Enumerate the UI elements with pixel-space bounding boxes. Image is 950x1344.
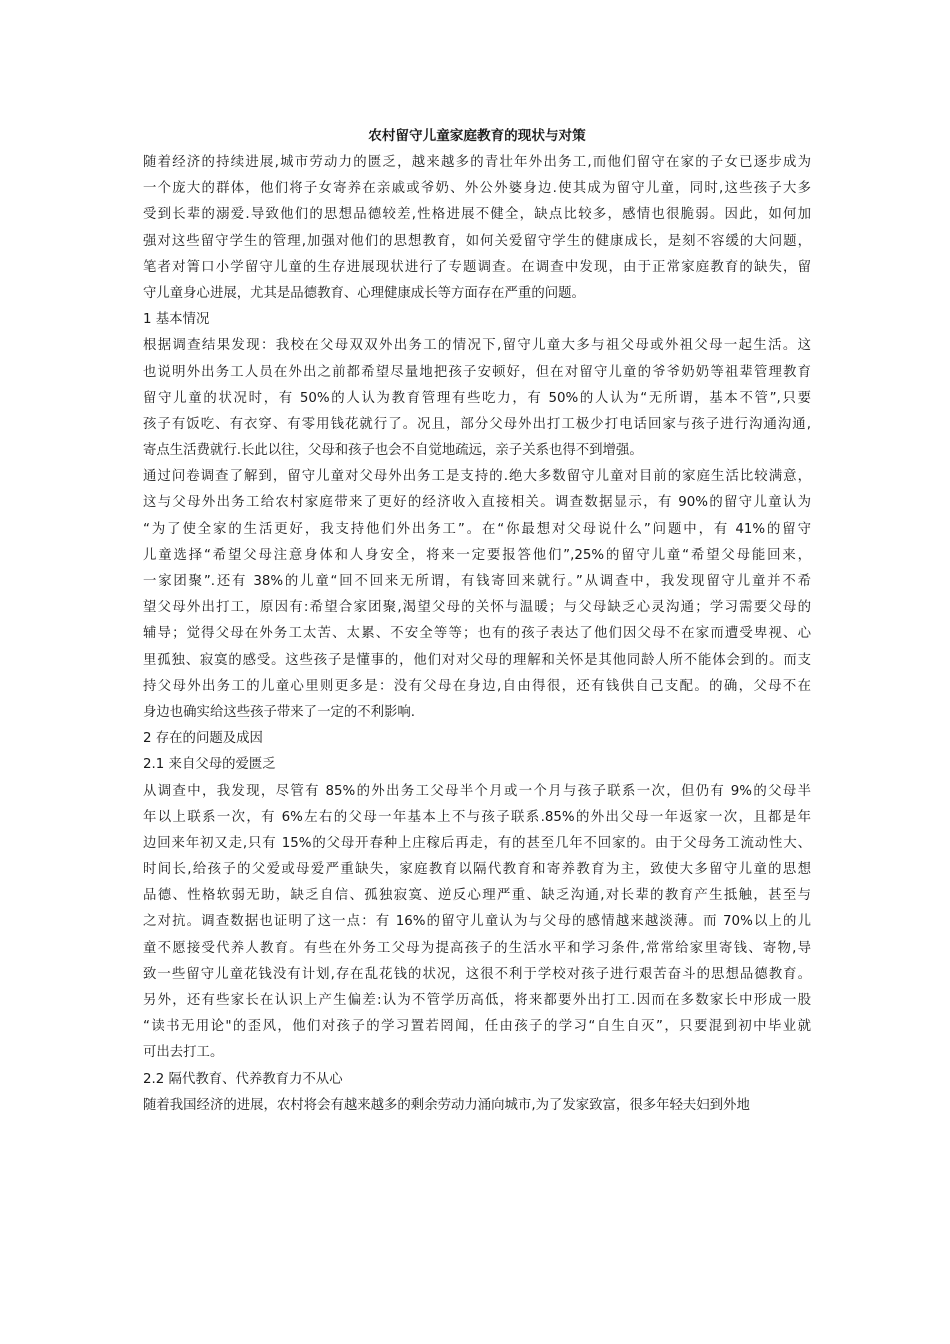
paragraph-line: 守儿童身心进展，尤其是品德教育、心理健康成长等方面存在严重的问题。 (143, 285, 585, 301)
section-heading: 1 基本情况 (143, 312, 210, 328)
paragraph-line: 随着经济的持续进展,城市劳动力的匮乏，越来越多的青壮年外出务工,而他们留守在家的子女已逐步成为 (143, 155, 811, 170)
paragraph-line: 儿童选择“希望父母注意身体和人身安全，将来一定要报答他们”,25%的留守儿童“希望父母能回来， (143, 547, 811, 563)
paragraph-line: 笔者对箐口小学留守儿童的生存进展现状进行了专题调查。在调查中发现，由于正常家庭教育的缺失，留 (143, 259, 811, 275)
paragraph (143, 779, 811, 1067)
paragraph-line: 可出去打工。 (143, 1045, 224, 1061)
paragraph-line: “为了使全家的生活更好，我支持他们外出务工”。在“你最想对父母说什么”问题中，有 41%的留守 (143, 521, 811, 537)
paragraph-line: 望父母外出打工，原因有:希望合家团聚,渴望父母的关怀与温暖；与父母缺乏心灵沟通；学习需要父母的 (143, 600, 811, 616)
paragraph-line: 从调查中，我发现，尽管有 85%的外出务工父母半个月或一个月与孩子联系一次，但仍有 9%的父母半 (143, 783, 811, 799)
paragraph-line: 持父母外出务工的儿童心里则更多是：没有父母在身边,自由得很，还有钱供自己支配。的确，父母不在 (143, 678, 811, 694)
paragraph-line: 年以上联系一次，有 6%左右的父母一年基本上不与孩子联系.85%的外出父母一年返家一次，且都是年 (143, 809, 811, 825)
paragraph-line: 一家团聚”.还有 38%的儿童“回不回来无所谓，有钱寄回来就行。”从调查中，我发现留守儿童并不希 (143, 574, 811, 589)
paragraph-line: 也说明外出务工人员在外出之前都希望尽量地把孩子安顿好，但在对留守儿童的爷爷奶奶等祖辈管理教育 (143, 364, 811, 380)
paragraph-line: 辅导；觉得父母在外务工太苦、太累、不安全等等；也有的孩子表达了他们因父母不在家而遭受卑视、心 (143, 626, 811, 642)
section-heading: 2 存在的问题及成因 (143, 731, 263, 747)
paragraph-line: 一个庞大的群体，他们将子女寄养在亲戚或爷奶、外公外婆身边.使其成为留守儿童，同时,这些孩子大多 (143, 181, 811, 197)
paragraph-line: 孩子有饭吃、有衣穿、有零用钱花就行了。况且，部分父母外出打工极少打电话回家与孩子进行沟通沟通, (143, 416, 811, 432)
paragraph-line: 这与父母外出务工给农村家庭带来了更好的经济收入直接相关。调查数据显示，有 90%的留守儿童认为 (143, 495, 811, 511)
paragraph-line: 童不愿接受代养人教育。有些在外务工父母为提高孩子的生活水平和学习条件,常常给家里寄钱、寄物,导 (143, 940, 811, 956)
paragraph-line: 另外，还有些家长在认识上产生偏差:认为不管学历高低，将来都要外出打工.因而在多数家长中形成一股 (143, 993, 811, 1008)
document-title: 农村留守儿童家庭教育的现状与对策 (368, 128, 586, 144)
paragraph-line: 留守儿童的状况时，有 50%的人认为教育管理有些吃力，有 50%的人认为“无所谓，基本不管”,只要 (143, 390, 811, 406)
paragraph-line: 之对抗。调查数据也证明了这一点：有 16%的留守儿童认为与父母的感情越来越淡薄。而 70%以上的儿 (143, 914, 811, 930)
paragraph-line: 身边也确实给这些孩子带来了一定的不利影响. (143, 704, 416, 720)
paragraph-line: 随着我国经济的进展，农村将会有越来越多的剩余劳动力涌向城市,为了发家致富，很多年轻夫妇到外地 (143, 1097, 750, 1113)
section-heading: 2.2 隔代教育、代养教育力不从心 (143, 1071, 343, 1087)
section-heading: 2.1 来自父母的爱匮乏 (143, 757, 276, 773)
paragraph-line: 受到长辈的溺爱.导致他们的思想品德较差,性格进展不健全，缺点比较多，感情也很脆弱。因此，如何加 (143, 207, 811, 223)
paragraph-line: 寄点生活费就行.长此以往，父母和孩子也会不自觉地疏远，亲子关系也得不到增强。 (143, 443, 643, 459)
paragraph (143, 333, 811, 464)
paragraph-line: 根据调查结果发现：我校在父母双双外出务工的情况下,留守儿童大多与祖父母或外祖父母一起生活。这 (143, 338, 811, 354)
paragraph-line: 时间长,给孩子的父爱或母爱严重缺失，家庭教育以隔代教育和寄养教育为主，致使大多留守儿童的思想 (143, 862, 811, 878)
paragraph-line: 强对这些留守学生的管理,加强对他们的思想教育，如何关爱留守学生的健康成长，是刻不容缓的大问题， (143, 233, 811, 249)
document-body (143, 122, 811, 1119)
paragraph-line: 通过问卷调查了解到，留守儿童对父母外出务工是支持的.绝大多数留守儿童对目前的家庭生活比较满意， (143, 469, 811, 485)
paragraph (143, 150, 811, 307)
paragraph-line: 致一些留守儿童花钱没有计划,存在乱花钱的状况，这很不利于学校对孩子进行艰苦奋斗的思想品德教育。 (143, 966, 811, 982)
paragraph-line: 边回来年初又走,只有 15%的父母开春种上庄稼后再走，有的甚至几年不回家的。由于父母务工流动性大、 (143, 835, 811, 851)
paragraph-line: “读书无用论"的歪风，他们对孩子的学习置若罔闻，任由孩子的学习“自生自灭”，只要混到初中毕业就 (143, 1019, 811, 1035)
paragraph (143, 1093, 811, 1119)
paragraph-line: 里孤独、寂寞的感受。这些孩子是懂事的，他们对对父母的理解和关怀是其他同龄人所不能体会到的。而支 (143, 652, 811, 668)
paragraph-line: 品德、性格软弱无助，缺乏自信、孤独寂寞、逆反心理严重、缺乏沟通,对长辈的教育产生抵触，甚至与 (143, 888, 811, 904)
paragraph (143, 464, 811, 726)
